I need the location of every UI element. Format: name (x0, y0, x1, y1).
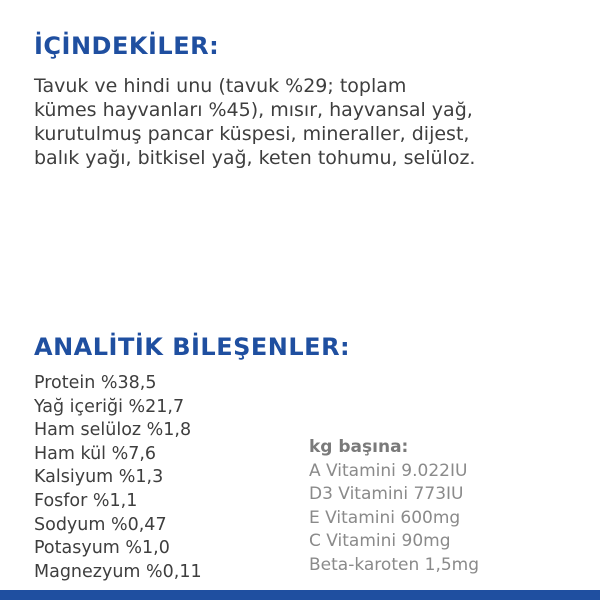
vitamin-item: Beta-karoten 1,5mg (309, 554, 480, 575)
analysis-heading: ANALİTİK BİLEŞENLER: (34, 333, 351, 361)
analysis-item: Magnezyum %0,11 (34, 561, 202, 582)
analysis-item: Potasyum %1,0 (34, 538, 170, 559)
vitamins-block (309, 436, 479, 578)
ingredients-line: kurutulmuş pancar küspesi, mineraller, dijest, (34, 123, 470, 145)
analysis-list (34, 372, 202, 584)
vitamin-item: D3 Vitamini 773IU (309, 484, 464, 505)
analysis-item: Kalsiyum %1,3 (34, 467, 164, 488)
analysis-item: Protein %38,5 (34, 373, 157, 393)
vitamins-title: kg başına: (309, 437, 409, 457)
ingredients-line: kümes hayvanları %45), mısır, hayvansal yağ, (34, 99, 473, 121)
bottom-accent-bar (0, 590, 600, 600)
vitamin-item: E Vitamini 600mg (309, 507, 461, 528)
analysis-item: Sodyum %0,47 (34, 514, 167, 535)
ingredients-line: balık yağı, bitkisel yağ, keten tohumu, selüloz. (34, 147, 476, 169)
vitamins-list (309, 460, 479, 578)
vitamin-item: A Vitamini 9.022IU (309, 460, 468, 481)
analysis-item: Yağ içeriği %21,7 (34, 396, 185, 417)
ingredients-heading: İÇİNDEKİLER: (34, 32, 220, 60)
analysis-item: Ham kül %7,6 (34, 443, 157, 464)
analysis-item: Ham selüloz %1,8 (34, 420, 192, 441)
ingredients-line: Tavuk ve hindi unu (tavuk %29; toplam (34, 75, 407, 97)
vitamin-item: C Vitamini 90mg (309, 531, 451, 552)
ingredients-text (34, 74, 574, 170)
analysis-item: Fosfor %1,1 (34, 490, 138, 511)
